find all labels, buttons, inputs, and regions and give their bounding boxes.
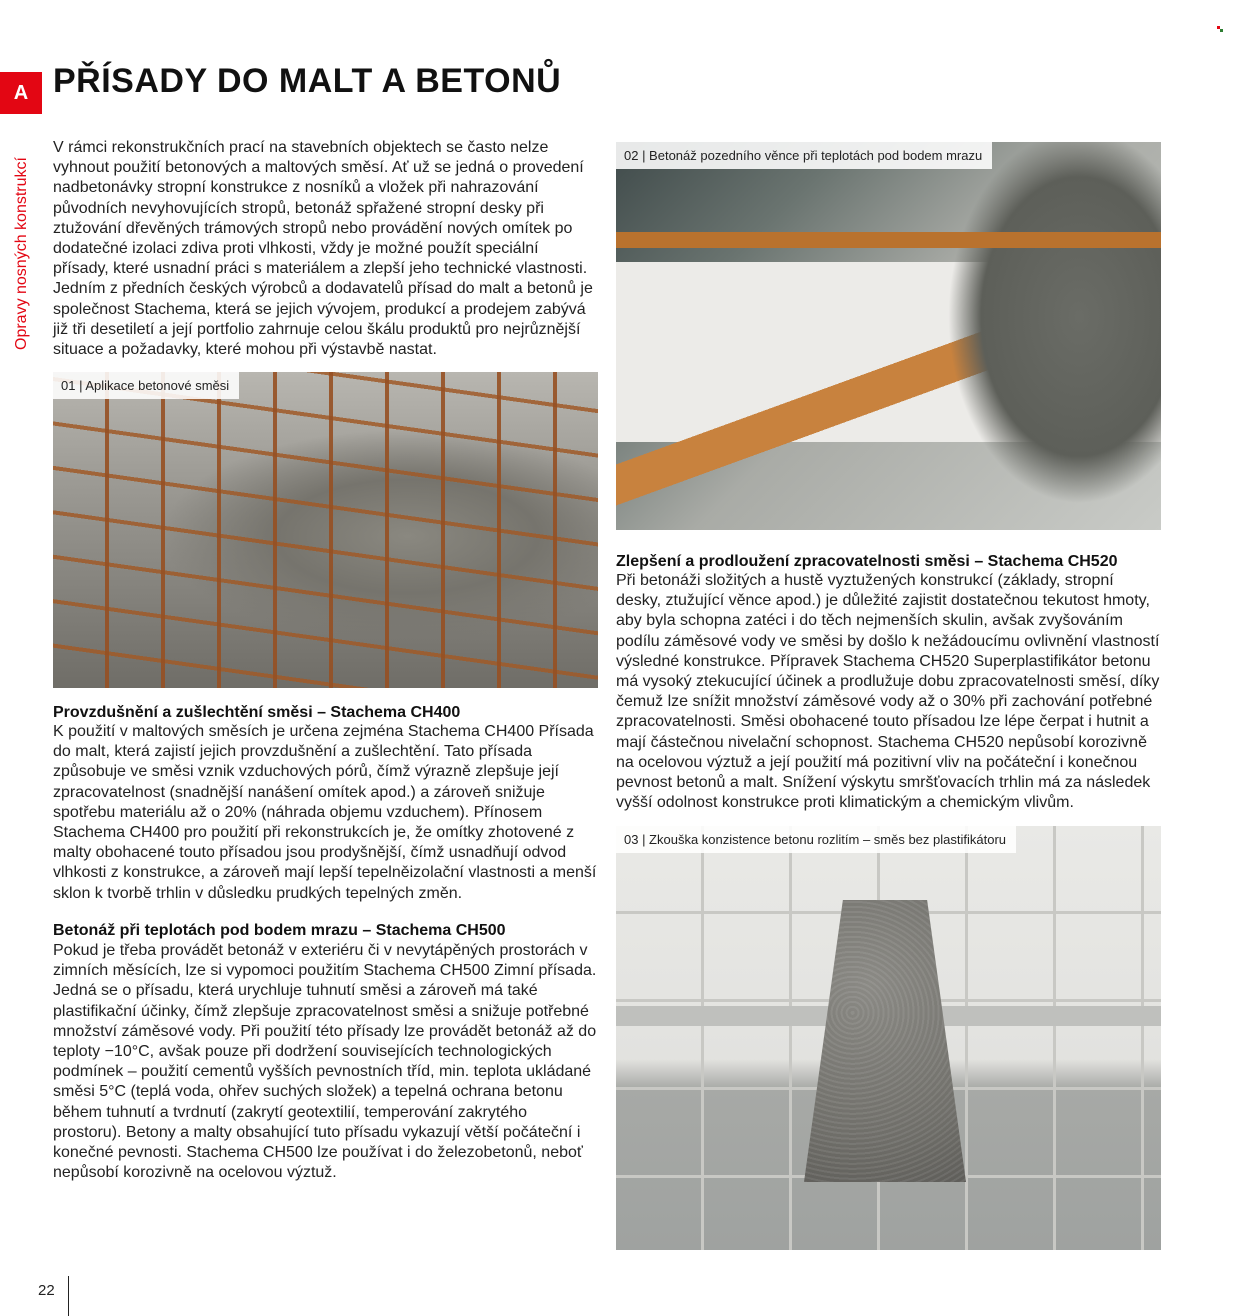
page-number: 22 bbox=[38, 1282, 55, 1299]
photo-caption: 03 | Zkouška konzistence betonu rozlitím – směs bez plastifikátoru bbox=[616, 826, 1016, 853]
section-text-ch500: Pokud je třeba provádět betonáž v exteriéru či v nevytápěných prostorách v zimních měsících, lze si vypomoci použitím Stachema CH500 Zimní přísada. Jedná se o přísadu, která urychluje tuhnutí směsi a zároveň má také plastifikační účinky, čímž zlepšuje zpracovatelnost směsi a snižuje potřebné množství záměsové vody. Při použití této přísady lze provádět betonáž až do teploty −10°C, avšak pouze při dodržení souvisejících technologických podmínek – použití cementů vyšších pevnostních tříd, min. teplota ukládané směsi 5°C (teplá voda, ohřev suchých složek) a tepelná ochrana betonu během tuhnutí a tvrdnutí (zakrytí geotextilií, temperování zakrytého prostoru). Betony a malty obsahující tuto přísadu vykazují větší počáteční i konečné pevnosti. Stachema CH500 lze používat i do železobetonů, neboť nepůsobí korozivně na ocelovou výztuž. bbox=[53, 942, 597, 1182]
section-side-label: Opravy nosných konstrukcí bbox=[13, 157, 30, 350]
photo-ring-beam-frost bbox=[616, 142, 1161, 530]
page-rule bbox=[68, 1276, 69, 1316]
corner-mark-icon bbox=[1217, 26, 1223, 32]
intro-paragraph: V rámci rekonstrukčních prací na stavebních objektech se často nelze vyhnout použití betonových a maltových směsí. Ať už se jedná o provedení nadbetonávky stropní konstrukce z nosníků a vložek při nahrazování původních nevyhovujících stropů, betonáž spřažené stropní desky při ztužování dřevěných trámových stropů nebo provádění nových omítek po dodatečné izolaci zdiva proti vlhkosti, vždy je možné použít speciální přísady, které usnadní práci s materiálem a zlepší jeho technické vlastnosti. Jedním z předních českých výrobců a dodavatelů přísad do malt a betonů je společnost Stachema, která se jejich vývojem, produkcí a prodejem zabývá již tři desetiletí a její portfolio zahrnuje celou škálu produktů pro nejrůznější situace a požadavky, které mohou při výstavbě nastat. bbox=[53, 139, 593, 359]
section-text-ch520: Při betonáži složitých a hustě vyztužených konstrukcí (základy, stropní desky, ztužující věnce apod.) je důležité zajistit dostatečnou tekutost hmoty, aby byla schopna zatéci i do těch nejmenších skulin, avšak zvyšováním podílu záměsové vody ve směsi by došlo k nežádoucímu ovlivnění vlastností výsledné konstrukce. Přípravek Stachema CH520 Superplastifikátor betonu má vysoký ztekucující účinek a prodlužuje dobu zpracovatelnosti směsí, díky čemuž lze snížit množství záměsové vody až o 30% při zachování potřebné zpracovatelnosti. Směsi obohacené touto přísadou lze lépe čerpat i hutnit a mají částečnou nivelační schopnost. Stachema CH520 nepůsobí korozivně na ocelovou výztuž a její použití má pozitivní vliv na počáteční i konečnou pevnost betonů a malt. Snížení výskytu smršťovacích trhlin má za následek vyšší odolnost konstrukce proti klimatickým a chemickým vlivům. bbox=[616, 572, 1160, 812]
page-title: PŘÍSADY DO MALT A BETONŮ bbox=[53, 62, 562, 100]
section-tab bbox=[0, 72, 42, 114]
section-heading-ch520: Zlepšení a prodloužení zpracovatelnosti směsi – Stachema CH520 bbox=[616, 553, 1118, 570]
photo-caption: 01 | Aplikace betonové směsi bbox=[53, 372, 239, 399]
section-text-ch400: K použití v maltových směsích je určena zejména Stachema CH400 Přísada do malt, která zajistí jejich provzdušnění a zušlechtění. Tato přísada způsobuje ve směsi vznik vzduchových pórů, čímž výrazně zlepšuje její zpracovatelnost (snadnější nanášení omítek apod.) a zároveň snižuje spotřebu materiálu až o 20% (náhrada objemu vzduchem). Přínosem Stachema CH400 pro použití při rekonstrukcích je, že omítky zhotovené z malty obohacené touto přísadou jsou prodyšnější, čímž usnadňují odvod vlhkosti z konstrukce, a zároveň mají lepší tepelněizolační vlastnosti a menší sklon k tvorbě trhlin v důsledku prudkých tepelných změn. bbox=[53, 723, 597, 902]
section-letter: A bbox=[13, 81, 29, 104]
section-heading-ch500: Betonáž při teplotách pod bodem mrazu – Stachema CH500 bbox=[53, 922, 506, 939]
photo-caption: 02 | Betonáž pozedního věnce při teplotách pod bodem mrazu bbox=[616, 142, 992, 169]
photo-concrete-application bbox=[53, 372, 598, 688]
section-heading-ch400: Provzdušnění a zušlechtění směsi – Stachema CH400 bbox=[53, 704, 461, 721]
